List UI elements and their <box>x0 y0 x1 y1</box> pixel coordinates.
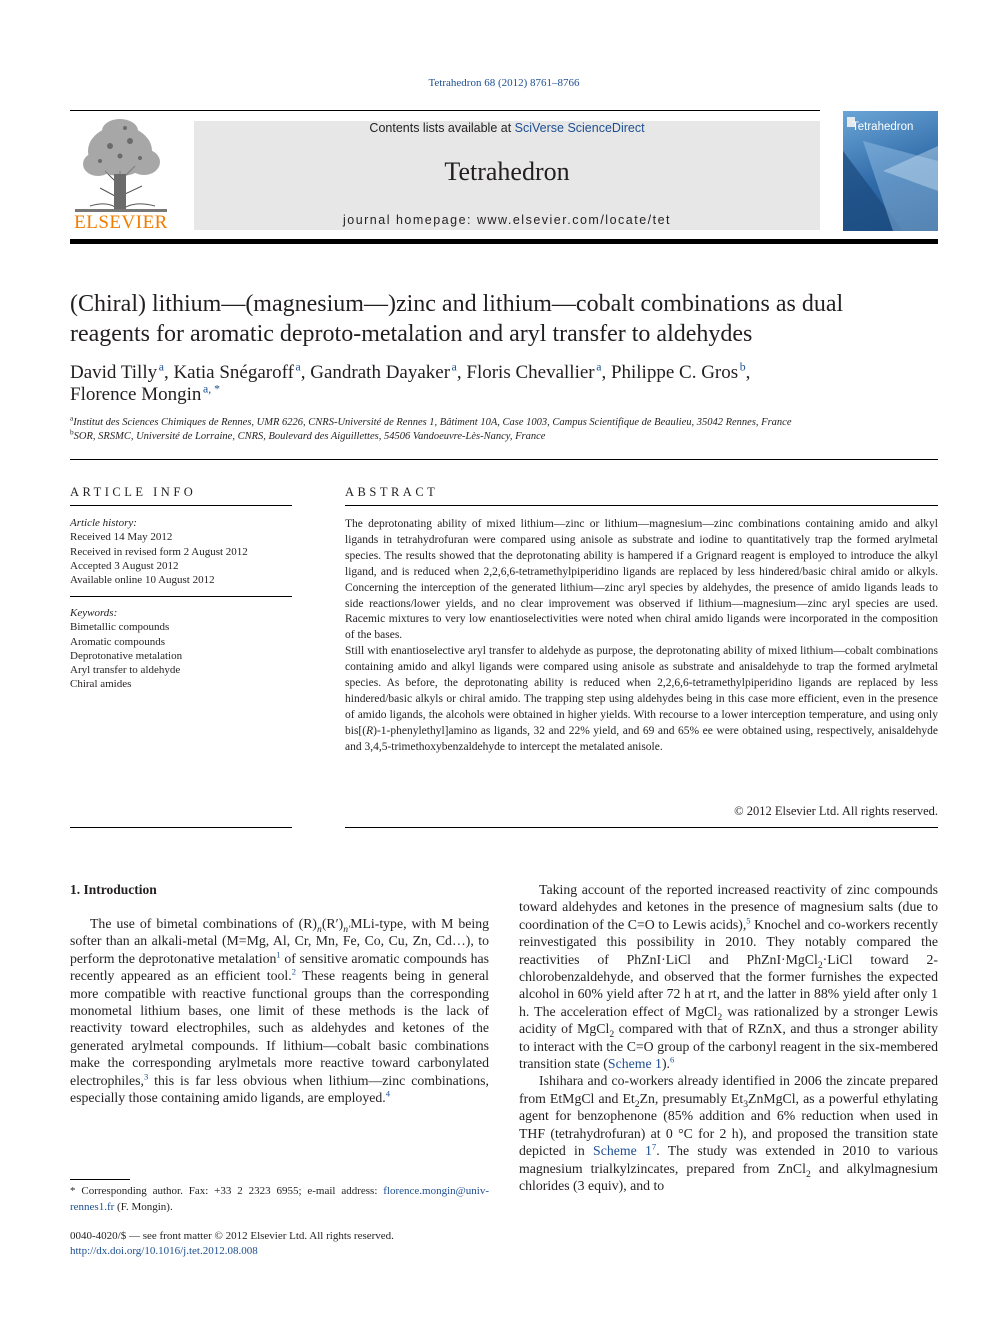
body-text: Knochel and co-workers recently reinvestigated this possibility in 2010. They notably compared the reactivities of PhZnI·LiCl and PhZnI·MgCl <box>519 916 938 967</box>
keyword: Aromatic compounds <box>70 635 166 648</box>
journal-homepage[interactable]: journal homepage: www.elsevier.com/locate/tet <box>342 213 672 227</box>
affiliation-mark: b <box>70 427 74 437</box>
article-info-bottom-rule <box>70 827 292 828</box>
section-heading-introduction: 1. Introduction <box>70 882 157 897</box>
keyword: Chiral amides <box>70 678 132 691</box>
header-top-rule <box>70 110 820 111</box>
author-affiliation-mark[interactable]: a <box>158 360 164 374</box>
footnote-rule <box>70 1179 130 1180</box>
abstract-stereo-descriptor: R <box>366 724 374 737</box>
author-name[interactable]: Floris Chevallier <box>466 362 595 383</box>
body-text: and alkylmagnesium chlorides (3 equiv), and to <box>519 1160 938 1193</box>
body-column-right <box>519 881 938 1194</box>
journal-name: Tetrahedron <box>444 157 570 186</box>
author-affiliation-mark[interactable]: a <box>451 360 457 374</box>
author-affiliation-mark[interactable]: b <box>739 360 746 374</box>
body-text: MLi-type, with M being softer than an alkali-metal (M=Mg, Al, Cr, Mn, Fe, Co, Cu, Zn, Cd…), to perform the deprotonative metalation <box>70 916 490 966</box>
body-text: ·LiCl toward 2-chlorobenzaldehyde, and observed that the former furnishes the expected alcohol in 60% yield after 72 h at rt, and the latter in 88% yield after only 1 h. The acceleration effect of MgCl <box>519 951 938 1019</box>
journal-cover-image <box>843 111 938 231</box>
keyword: Deprotonative metalation <box>70 649 183 662</box>
subscript: 2 <box>634 1098 640 1110</box>
copyright-notice: © 2012 Elsevier Ltd. All rights reserved. <box>734 804 938 818</box>
reference-link[interactable]: 5 <box>746 915 751 926</box>
subscript: 2 <box>609 1029 615 1040</box>
author-name[interactable]: Katia Snégaroff <box>173 362 294 383</box>
author-affiliation-mark[interactable]: a, * <box>203 382 220 396</box>
author-name[interactable]: Gandrath Dayaker <box>310 362 451 383</box>
reference-link[interactable]: 2 <box>291 966 296 977</box>
affiliation-text: Institut des Sciences Chimiques de Rennes, UMR 6226, CNRS-Université de Rennes 1, Bâtiment 10A, Case 1003, Campus Scientifique de Beaulieu, 35042 Rennes, France <box>73 417 792 428</box>
abstract-paragraph-2 <box>345 644 938 755</box>
keyword: Bimetallic compounds <box>70 621 170 634</box>
abstract-text: Still with enantioselective aryl transfer to aldehyde as purpose, the deprotonating ability of mixed lithium—cobalt combinations containing amido and alkyl ligands were compared using anisole as substrate and anisaldehyde to trap the formed arylmetal species. As before, the deprotonating ability is reduced when 2,2,6,6-tetramethylpiperidino ligands are replaced by less hindered/basic alkyls or chiral amido. The trapping step using aldehydes being in this case more efficient, even in the presence of amido ligands, the alcohols were obtained in higher yields. With recourse to a lower interception temperature, and using only bis[( <box>345 645 938 737</box>
scheme-link[interactable]: Scheme 1 <box>593 1143 652 1159</box>
author-name[interactable]: Florence Mongin <box>70 384 202 405</box>
body-text: was rationalized by a stronger Lewis acidity of MgCl <box>519 1003 938 1037</box>
keywords-rule <box>70 596 292 597</box>
issn-line: 0040-4020/$ — see front matter © 2012 Elsevier Ltd. All rights reserved. <box>70 1230 394 1242</box>
abstract-rule <box>345 505 938 506</box>
body-text: Taking account of the reported increased reactivity of zinc compounds toward aldehydes and ketones in the presence of magnesium salts (due to coordination of the C=O to Lewis acids), <box>519 882 938 932</box>
footnote-text: * Corresponding author. Fax: +33 2 2323 6955; e-mail address: <box>70 1185 384 1197</box>
history-item: Received 14 May 2012 <box>70 531 173 544</box>
sciencedirect-link[interactable]: SciVerse ScienceDirect <box>514 121 645 135</box>
article-history <box>70 516 292 587</box>
abstract-paragraph-1: The deprotonating ability of mixed lithium—zinc or lithium—magnesium—zinc combinations containing amido and alkyl ligands in tetrahydrofuran were compared using anisole as substrate and iodine to quantitatively trap the formed arylmetal species. The results showed that the deprotonating ability is hampered if a Grignard reagent is employed to introduce the alkyl ligand, and is reduced when 2,2,6,6-tetramethylpiperidino ligands are replaced by less hindered/basic chiral amido or alkyls. Concerning the interception of the generated lithium—zinc aryl species by aldehydes, the presence of amido ligands leads to side reactions/lower yields, and no clear improvement was observed if lithium—magnesium—zinc aryl species are used. Racemic mixtures to very low enantioselectivities were noted when chiral amido ligands were incorporated in the composition of the bases. <box>345 518 938 642</box>
body-column-left <box>70 915 489 1106</box>
keyword: Aryl transfer to aldehyde <box>70 664 181 677</box>
body-text: Zn, presumably Et <box>639 1090 744 1106</box>
history-label: Article history: <box>70 517 137 529</box>
keywords <box>70 606 292 692</box>
subscript: 2 <box>817 959 823 971</box>
subscript: n <box>317 923 322 935</box>
reference-link[interactable]: 6 <box>669 1054 675 1065</box>
article-title <box>70 289 938 349</box>
author-list: David Tilly $^a$, Katia Snégaroff $^a$, Gandrath Dayaker $^a$, Floris Chevallier $^a$, Philippe C. Gros $^b$, Florence Mongin $^{a, *}$ <box>70 360 751 405</box>
history-item: Accepted 3 August 2012 <box>70 559 179 572</box>
article-info-heading: ARTICLE INFO <box>70 485 197 499</box>
reference-link[interactable]: 7 <box>651 1141 657 1152</box>
email-link[interactable]: florence.mongin@univ-rennes1.fr <box>70 1185 489 1213</box>
reference-link[interactable]: 3 <box>143 1071 149 1082</box>
reference-link[interactable]: 1 <box>276 949 281 960</box>
journal-reference[interactable]: Tetrahedron 68 (2012) 8761–8766 <box>428 77 580 89</box>
header-bottom-rule <box>70 239 938 244</box>
author-affiliation-mark[interactable]: a <box>596 360 602 374</box>
body-text: Ishihara and co-workers already identified in 2006 the zincate prepared from EtMgCl and Et <box>519 1073 938 1106</box>
abstract-bottom-rule <box>345 827 938 828</box>
publisher-name: ELSEVIER <box>74 212 168 233</box>
body-paragraph-1 <box>519 881 938 1072</box>
subscript: 2 <box>717 1011 723 1023</box>
history-item: Received in revised form 2 August 2012 <box>70 545 248 558</box>
abstract-heading: ABSTRACT <box>345 485 439 499</box>
reference-link[interactable]: 4 <box>385 1088 390 1099</box>
issn-block <box>70 1229 489 1258</box>
intro-paragraph-1 <box>70 915 489 1106</box>
article-info-rule <box>70 505 292 506</box>
contents-availability <box>194 121 820 135</box>
affiliation-text: SOR, SRSMC, Université de Lorraine, CNRS, Boulevard des Aiguillettes, 54506 Vandoeuvre-Lès-Nancy, France <box>73 431 546 442</box>
affiliation-divider <box>70 459 938 460</box>
body-paragraph-2 <box>519 1072 938 1194</box>
body-text: . The study was extended in 2010 to various magnesium trialkylzincates, prepared from ZnCl <box>519 1143 938 1176</box>
body-text: of sensitive aromatic compounds has recently appeared as an efficient tool. <box>70 950 490 984</box>
body-text: The use of bimetal combinations of (R) <box>90 916 317 931</box>
scheme-link[interactable]: Scheme 1 <box>607 1056 662 1072</box>
body-text: ). <box>661 1056 670 1072</box>
affiliation-a <box>70 413 938 430</box>
body-text: (R′) <box>321 916 344 931</box>
body-text: this is far less obvious when lithium—zinc combinations, especially those containing amido ligands, are employed. <box>70 1072 489 1106</box>
body-text: These reagents being in general more compatible with reactive functional groups than the corresponding monometal lithium bases, one limit of these methods is the lack of reactivity toward electrophiles, such as aldehydes and ketones of the generated arylmetal compounds. If lithium—cobalt basic combinations make the corresponding arylmetals more reactive toward carbonylated electrophiles, <box>70 968 489 1088</box>
corresponding-author-footnote <box>70 1183 489 1215</box>
body-text: ZnMgCl, as a powerful ethylating agent for benzophenone (85% addition and 6% reduction when used in THF (tetrahydrofuran) at 0 °C for 2 h), and proposed the transition state depicted in <box>519 1090 938 1159</box>
abstract-body <box>345 517 938 756</box>
cover-title: Tetrahedron <box>852 121 914 133</box>
subscript: n′ <box>343 923 351 935</box>
author-name[interactable]: David Tilly <box>70 362 158 383</box>
contents-prefix: Contents lists available at <box>369 121 515 135</box>
author-name[interactable]: Philippe C. Gros <box>610 362 739 383</box>
subscript: 3 <box>743 1098 749 1110</box>
title-line-1: (Chiral) lithium—(magnesium—)zinc and lithium—cobalt combinations as dual <box>70 291 844 317</box>
footnote-text: (F. Mongin). <box>114 1201 173 1213</box>
body-text: compared with that of RZnX, and thus a stronger ability to interact with the C=O group of the carbonyl reagent in the six-membered transition state ( <box>519 1021 939 1072</box>
affiliation-b <box>70 427 938 444</box>
history-item: Available online 10 August 2012 <box>70 574 215 587</box>
doi-link[interactable]: http://dx.doi.org/10.1016/j.tet.2012.08.008 <box>70 1244 258 1257</box>
abstract-text: )-1-phenylethyl]amino as ligands, 32 and 22% yield, and 69 and 65% ee were obtained using, respectively, anisaldehyde and 3,4,5-trimethoxybenzaldehyde to intercept the metalated anisole. <box>345 724 938 753</box>
title-line-2: reagents for aromatic deproto-metalation and aryl transfer to aldehydes <box>70 321 753 347</box>
author-affiliation-mark[interactable]: a <box>295 360 301 374</box>
keywords-label: Keywords: <box>70 607 118 619</box>
affiliation-mark: a <box>70 413 74 423</box>
subscript: 2 <box>805 1168 811 1180</box>
